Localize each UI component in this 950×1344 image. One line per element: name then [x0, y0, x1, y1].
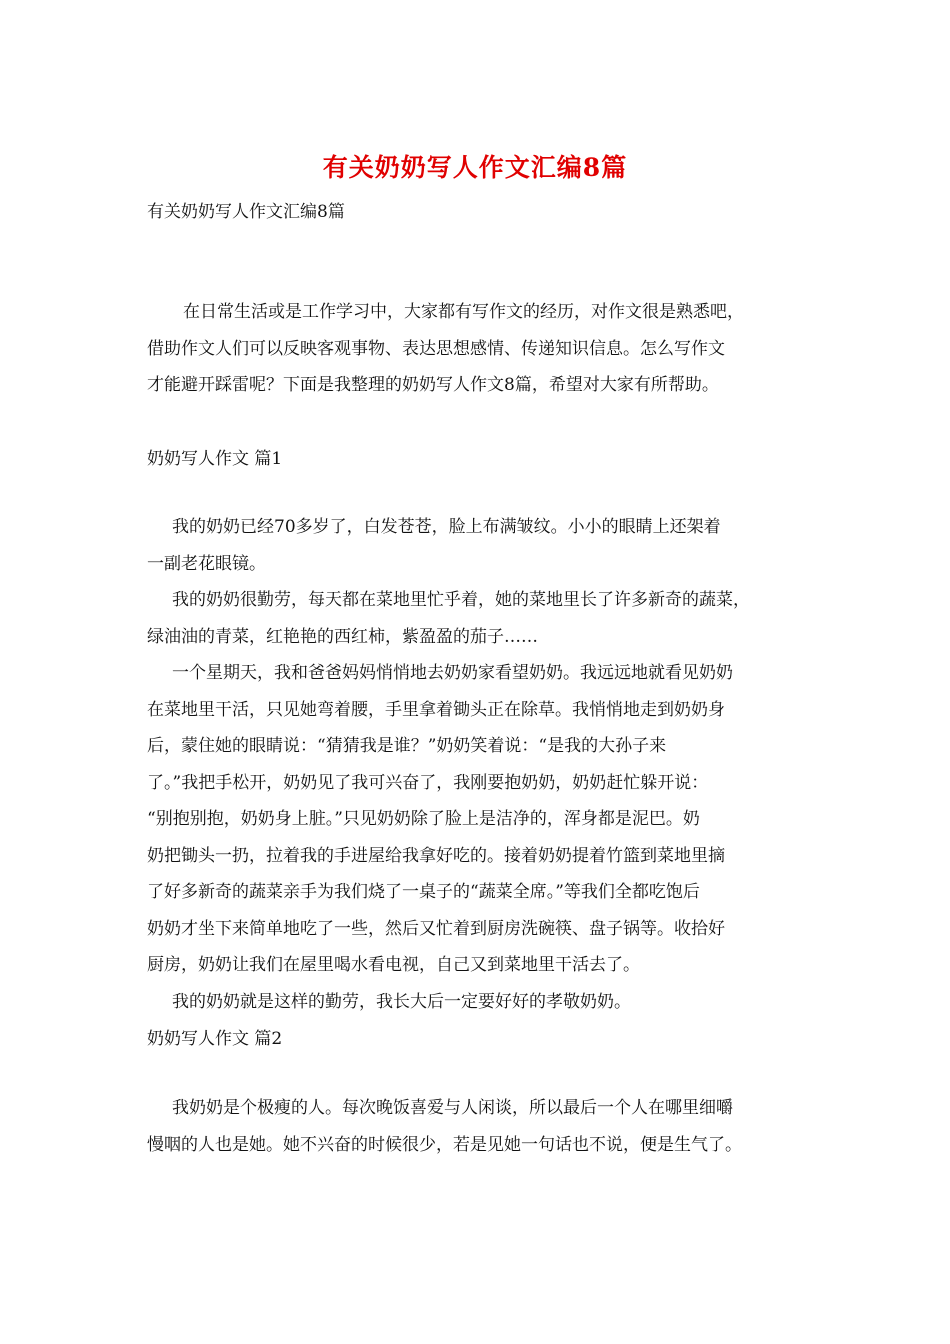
section-2-body	[147, 1090, 827, 1163]
body-line: 慢咽的人也是她。她不兴奋的时候很少，若是见她一句话也不说，便是生气了。	[147, 1134, 742, 1155]
section-1-body	[147, 509, 827, 1020]
document-title: 有关奶奶写人作文汇编8篇	[322, 153, 628, 182]
body-line: 奶奶才坐下来简单地吃了一些，然后又忙着到厨房洗碗筷、盘子锅等。收拾好	[147, 918, 725, 939]
document-subtitle: 有关奶奶写人作文汇编8篇	[147, 202, 345, 222]
intro-line: 才能避开踩雷呢？下面是我整理的奶奶写人作文8篇，希望对大家有所帮助。	[147, 375, 719, 395]
section-heading-1: 奶奶写人作文 篇1	[147, 449, 283, 469]
body-line: 我的奶奶已经70多岁了，白发苍苍，脸上布满皱纹。小小的眼睛上还架着	[172, 517, 721, 537]
body-line: 了。”我把手松开，奶奶见了我可兴奋了，我刚要抱奶奶，奶奶赶忙躲开说：	[147, 772, 709, 793]
body-line: 了好多新奇的蔬菜亲手为我们烧了一桌子的“蔬菜全席。”等我们全都吃饱后	[147, 882, 700, 902]
body-line: “别抱别抱，奶奶身上脏。”只见奶奶除了脸上是洁净的，浑身都是泥巴。奶	[147, 809, 700, 829]
section-heading-2: 奶奶写人作文 篇2	[147, 1029, 283, 1049]
intro-paragraph	[147, 294, 827, 404]
intro-line: 在日常生活或是工作学习中，大家都有写作文的经历，对作文很是熟悉吧，	[183, 302, 744, 322]
body-line: 我奶奶是个极瘦的人。每次晚饭喜爱与人闲谈，所以最后一个人在哪里细嚼	[172, 1098, 733, 1118]
intro-line: 借助作文人们可以反映客观事物、表达思想感情、传递知识信息。怎么写作文	[147, 338, 725, 359]
body-line: 一个星期天，我和爸爸妈妈悄悄地去奶奶家看望奶奶。我远远地就看见奶奶	[172, 663, 733, 683]
body-line: 奶把锄头一扔，拉着我的手进屋给我拿好吃的。接着奶奶提着竹篮到菜地里摘	[147, 845, 725, 866]
body-line: 厨房，奶奶让我们在屋里喝水看电视，自己又到菜地里干活去了。	[147, 955, 640, 975]
body-line: 后，蒙住她的眼睛说：“猜猜我是谁？”奶奶笑着说：“是我的大孙子来	[147, 736, 667, 756]
body-line: 我的奶奶就是这样的勤劳，我长大后一定要好好的孝敬奶奶。	[172, 991, 631, 1012]
body-line: 一副老花眼镜。	[147, 553, 266, 574]
body-line: 我的奶奶很勤劳，每天都在菜地里忙乎着，她的菜地里长了许多新奇的蔬菜，	[172, 590, 750, 610]
body-line: 绿油油的青菜，红艳艳的西红柿，紫盈盈的茄子……	[147, 626, 538, 647]
body-line: 在菜地里干活，只见她弯着腰，手里拿着锄头正在除草。我悄悄地走到奶奶身	[147, 699, 725, 720]
